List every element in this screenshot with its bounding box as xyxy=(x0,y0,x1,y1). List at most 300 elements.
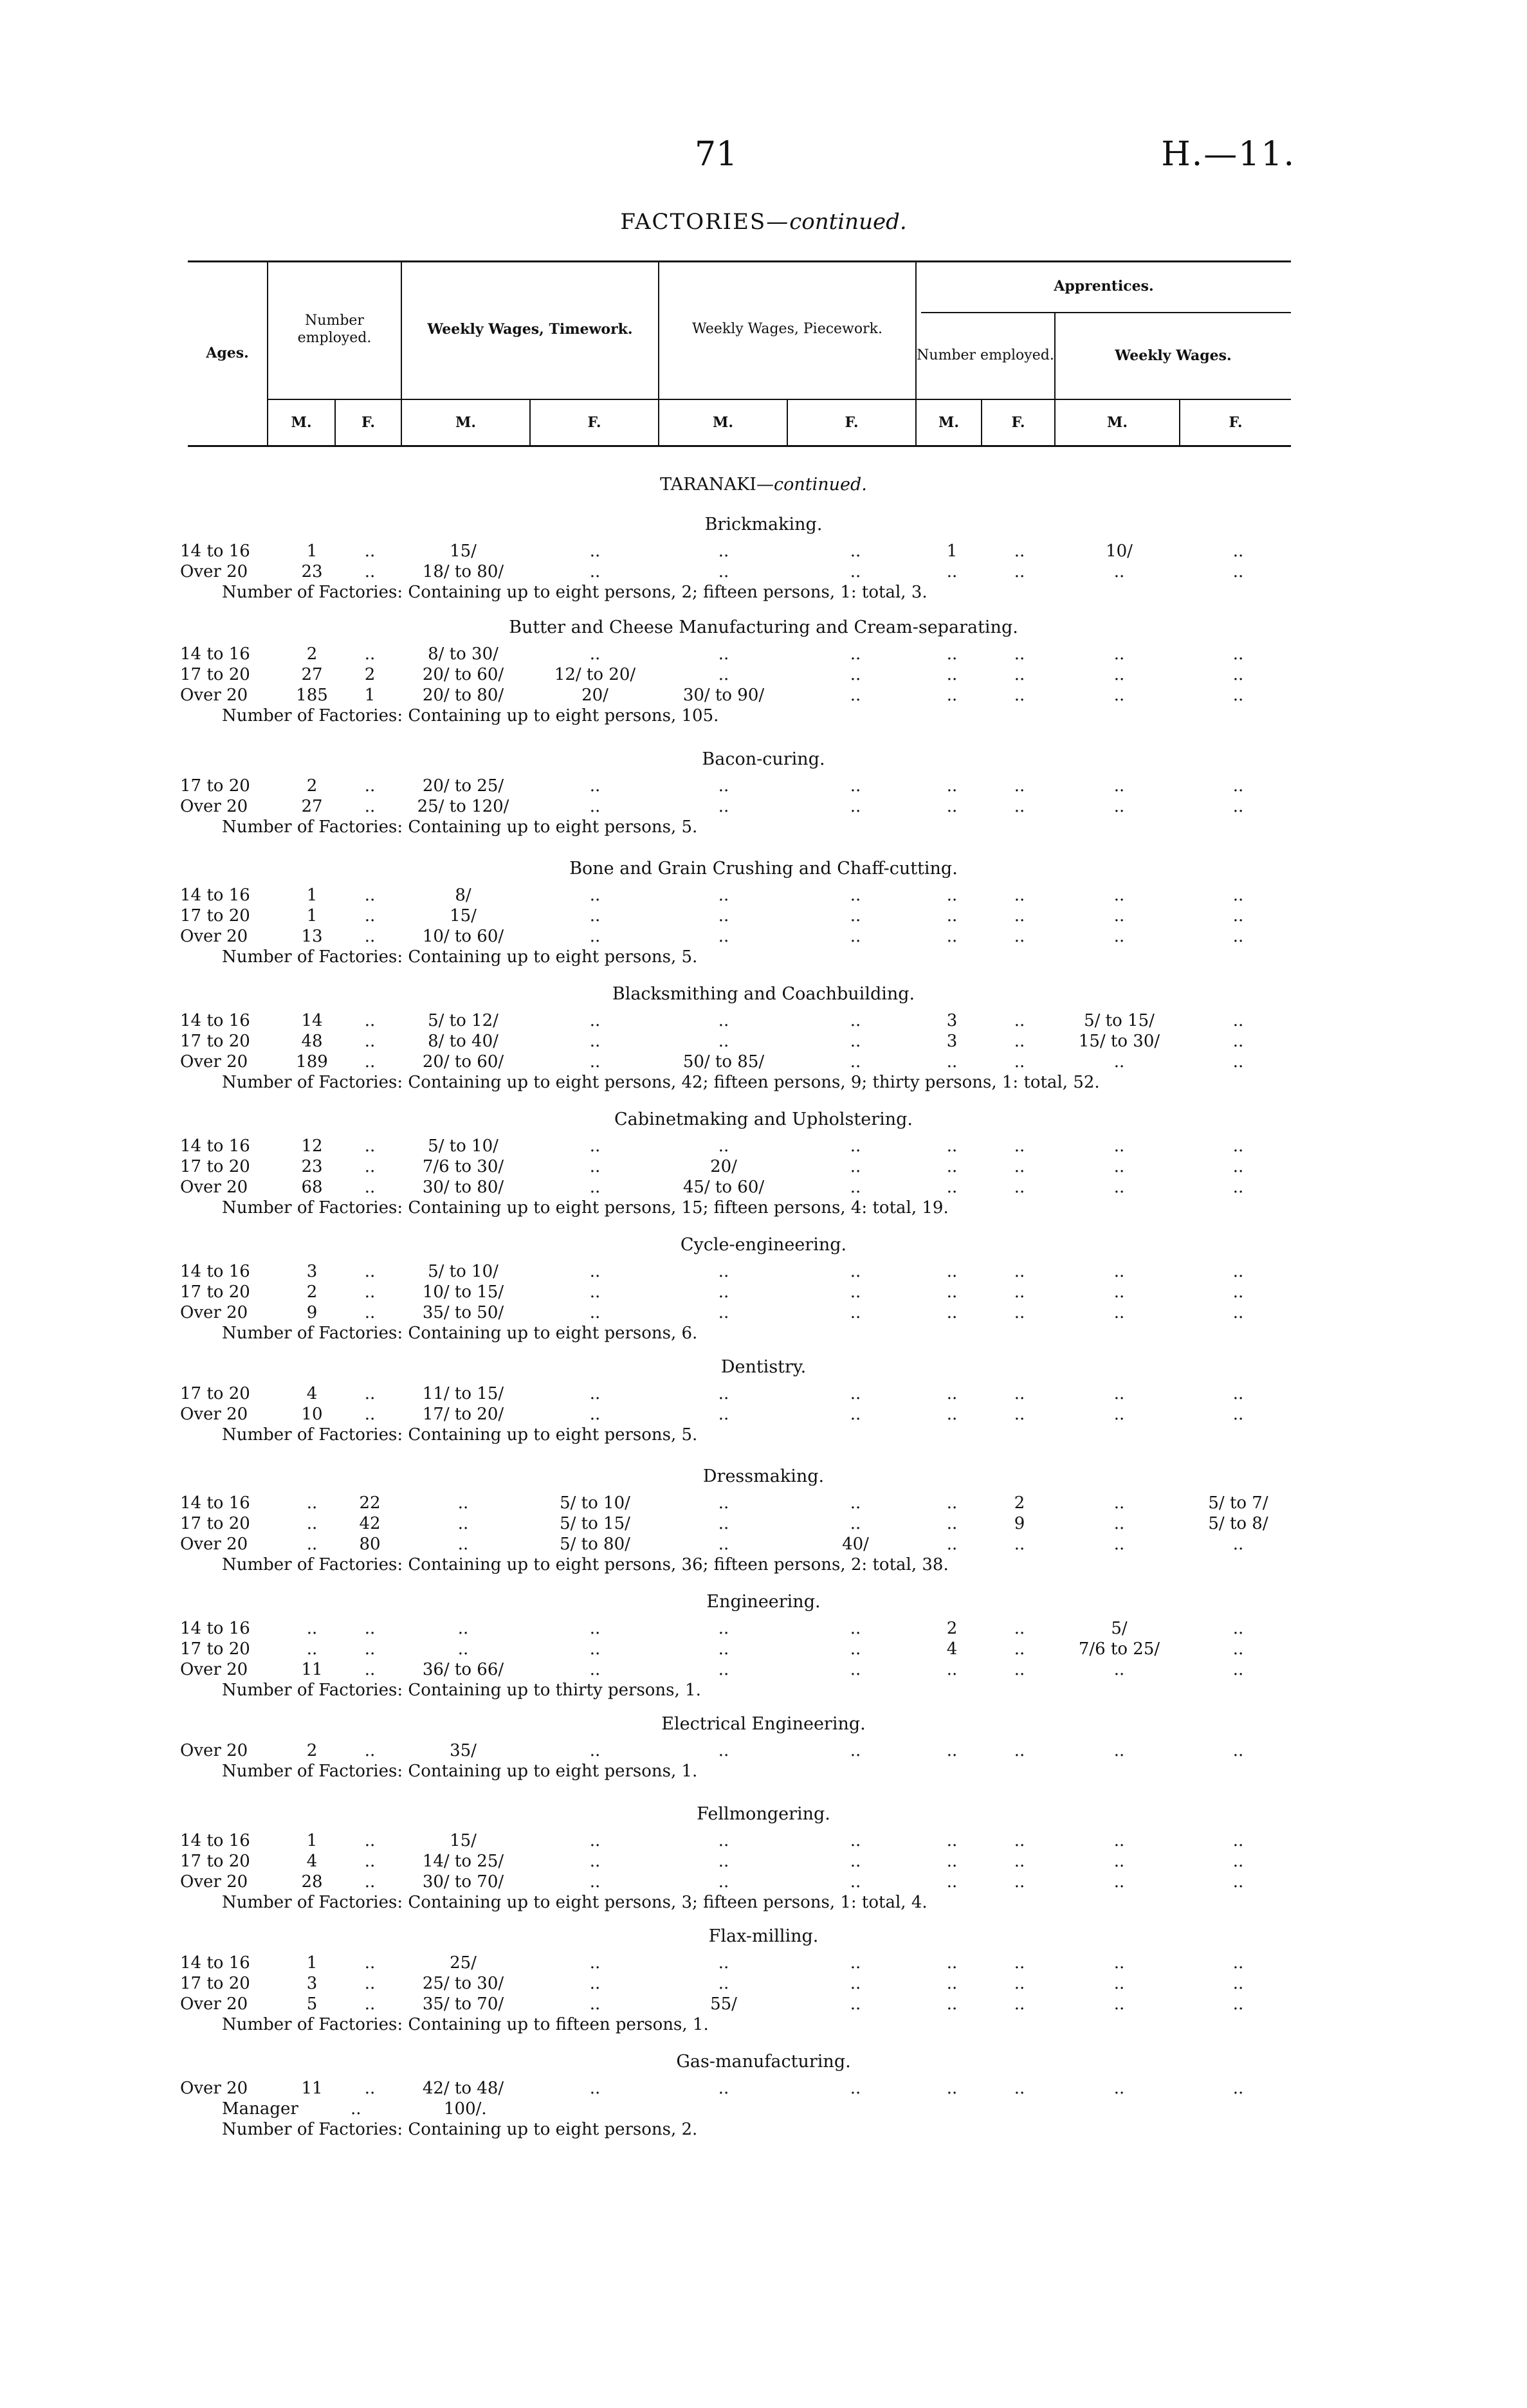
value-cell: .. xyxy=(589,1157,601,1176)
table-row xyxy=(0,562,1527,581)
value-cell: .. xyxy=(589,1660,601,1679)
age-cell: 14 to 16 xyxy=(180,1262,250,1281)
value-cell: .. xyxy=(1014,1953,1025,1973)
table-row xyxy=(0,1660,1527,1679)
value-cell: .. xyxy=(1014,562,1025,581)
value-cell: .. xyxy=(1113,1514,1125,1533)
header-m: M. xyxy=(1106,414,1128,431)
value-cell: 2 xyxy=(306,1741,318,1760)
value-cell: .. xyxy=(946,1660,958,1679)
header-ages: Ages. xyxy=(206,344,249,361)
section-heading: Cycle-engineering. xyxy=(680,1235,847,1255)
factories-note: Number of Factories: Containing up to eight persons, 2. xyxy=(222,2120,698,2139)
factories-note: Number of Factories: Containing up to eight persons, 5. xyxy=(222,817,698,837)
value-cell: .. xyxy=(1232,1384,1244,1403)
table-row xyxy=(0,1303,1527,1322)
value-cell: .. xyxy=(364,1852,376,1871)
value-cell: 35/ xyxy=(450,1741,477,1760)
value-cell: 5/ to 10/ xyxy=(428,1262,498,1281)
table-row xyxy=(0,1741,1527,1760)
value-cell: .. xyxy=(1232,665,1244,684)
value-cell: .. xyxy=(1113,1974,1125,1993)
table-row xyxy=(0,1282,1527,1302)
section-heading: Cabinetmaking and Upholstering. xyxy=(614,1109,913,1129)
value-cell: .. xyxy=(946,886,958,905)
value-cell: 8/ to 40/ xyxy=(428,1032,498,1051)
value-cell: .. xyxy=(850,1262,861,1281)
value-cell: .. xyxy=(946,1405,958,1424)
value-cell: .. xyxy=(1014,1660,1025,1679)
value-cell: 8/ to 30/ xyxy=(428,644,498,664)
age-cell: Over 20 xyxy=(180,686,248,705)
value-cell: .. xyxy=(718,1619,729,1638)
age-cell: Over 20 xyxy=(180,562,248,581)
table-row xyxy=(0,1831,1527,1850)
age-cell: 14 to 16 xyxy=(180,886,250,905)
value-cell: .. xyxy=(850,1619,861,1638)
value-cell: .. xyxy=(718,927,729,946)
value-cell: .. xyxy=(850,665,861,684)
value-cell: .. xyxy=(589,1282,601,1302)
value-cell: .. xyxy=(850,776,861,796)
value-cell: .. xyxy=(1014,927,1025,946)
age-cell: 17 to 20 xyxy=(180,1384,250,1403)
value-cell: 12/ to 20/ xyxy=(554,665,636,684)
value-cell: .. xyxy=(850,686,861,705)
value-cell: .. xyxy=(718,1660,729,1679)
value-cell: .. xyxy=(364,1303,376,1322)
table-row xyxy=(0,1011,1527,1030)
value-cell: .. xyxy=(718,797,729,816)
value-cell: .. xyxy=(718,665,729,684)
age-cell: 17 to 20 xyxy=(180,776,250,796)
value-cell: .. xyxy=(1232,776,1244,796)
value-cell: 14/ to 25/ xyxy=(422,1852,504,1871)
value-cell: .. xyxy=(946,906,958,926)
value-cell: 13 xyxy=(301,927,323,946)
value-cell: .. xyxy=(850,797,861,816)
value-cell: 2 xyxy=(306,776,318,796)
value-cell: .. xyxy=(850,1852,861,1871)
value-cell: .. xyxy=(1232,1974,1244,1993)
table-row xyxy=(0,906,1527,926)
value-cell: 20/ to 80/ xyxy=(422,686,504,705)
value-cell: 7/6 to 30/ xyxy=(422,1157,504,1176)
value-cell: .. xyxy=(1232,1831,1244,1850)
value-cell: .. xyxy=(306,1619,318,1638)
value-cell: .. xyxy=(1232,686,1244,705)
value-cell: 2 xyxy=(946,1619,958,1638)
value-cell: .. xyxy=(850,1052,861,1072)
value-cell: .. xyxy=(1113,1136,1125,1156)
value-cell: .. xyxy=(946,665,958,684)
value-cell: .. xyxy=(718,1493,729,1513)
age-cell: 14 to 16 xyxy=(180,1953,250,1973)
value-cell: 14 xyxy=(301,1011,323,1030)
value-cell: .. xyxy=(1113,1535,1125,1554)
value-cell: 5/ to 12/ xyxy=(428,1011,498,1030)
value-cell: .. xyxy=(946,644,958,664)
value-cell: .. xyxy=(850,1011,861,1030)
value-cell: 2 xyxy=(1014,1493,1025,1513)
value-cell: .. xyxy=(1113,1262,1125,1281)
value-cell: 5/ to 10/ xyxy=(560,1493,630,1513)
age-cell: 14 to 16 xyxy=(180,644,250,664)
value-cell: .. xyxy=(1113,1953,1125,1973)
value-cell: .. xyxy=(1232,797,1244,816)
value-cell: 3 xyxy=(306,1974,318,1993)
value-cell: .. xyxy=(1014,886,1025,905)
value-cell: .. xyxy=(1232,1052,1244,1072)
value-cell: .. xyxy=(718,906,729,926)
value-cell: .. xyxy=(1232,1405,1244,1424)
value-cell: 185 xyxy=(296,686,328,705)
value-cell: .. xyxy=(1113,1493,1125,1513)
value-cell: .. xyxy=(946,1852,958,1871)
value-cell: .. xyxy=(1014,1974,1025,1993)
value-cell: .. xyxy=(1014,1384,1025,1403)
table-header xyxy=(188,260,1291,447)
value-cell: .. xyxy=(364,1831,376,1850)
value-cell: 12 xyxy=(301,1136,323,1156)
value-cell: .. xyxy=(850,886,861,905)
age-cell: 14 to 16 xyxy=(180,1619,250,1638)
value-cell: 50/ to 85/ xyxy=(682,1052,765,1072)
age-cell: 17 to 20 xyxy=(180,665,250,684)
value-cell: 30/ to 80/ xyxy=(422,1178,504,1197)
page-title: FACTORIES—continued. xyxy=(620,209,907,235)
value-cell: .. xyxy=(364,2079,376,2098)
value-cell: .. xyxy=(1232,542,1244,561)
value-cell: .. xyxy=(1014,1032,1025,1051)
table-row xyxy=(0,1514,1527,1533)
value-cell: .. xyxy=(1014,1994,1025,2014)
header-timework: Weekly Wages, Timework. xyxy=(427,321,633,338)
value-cell: .. xyxy=(364,776,376,796)
value-cell: .. xyxy=(946,927,958,946)
value-cell: .. xyxy=(364,797,376,816)
value-cell: .. xyxy=(1113,1852,1125,1871)
value-cell: .. xyxy=(457,1535,469,1554)
value-cell: .. xyxy=(1014,686,1025,705)
value-cell: .. xyxy=(718,562,729,581)
table-row xyxy=(0,927,1527,946)
value-cell: .. xyxy=(1113,1741,1125,1760)
value-cell: .. xyxy=(364,1405,376,1424)
value-cell: .. xyxy=(718,1303,729,1322)
value-cell: .. xyxy=(1113,1660,1125,1679)
table-row xyxy=(0,542,1527,561)
value-cell: 45/ to 60/ xyxy=(682,1178,765,1197)
value-cell: .. xyxy=(364,1282,376,1302)
value-cell: .. xyxy=(1113,665,1125,684)
value-cell: .. xyxy=(1232,1535,1244,1554)
value-cell: 3 xyxy=(946,1032,958,1051)
table-row xyxy=(0,1852,1527,1871)
value-cell: 27 xyxy=(301,797,323,816)
value-cell: .. xyxy=(1014,644,1025,664)
value-cell: .. xyxy=(1113,1384,1125,1403)
value-cell: .. xyxy=(364,1178,376,1197)
value-cell: .. xyxy=(364,1741,376,1760)
value-cell: .. xyxy=(364,1660,376,1679)
header-appr-wages: Weekly Wages. xyxy=(1115,347,1232,365)
value-cell: .. xyxy=(457,1639,469,1659)
value-cell: .. xyxy=(718,1136,729,1156)
value-cell: .. xyxy=(718,1405,729,1424)
table-row xyxy=(0,1619,1527,1638)
value-cell: .. xyxy=(364,542,376,561)
value-cell: .. xyxy=(589,1831,601,1850)
value-cell: .. xyxy=(850,1514,861,1533)
value-cell: .. xyxy=(589,1262,601,1281)
value-cell: 11 xyxy=(301,1660,323,1679)
value-cell: .. xyxy=(1014,776,1025,796)
value-cell: .. xyxy=(589,1303,601,1322)
value-cell: .. xyxy=(946,1514,958,1533)
value-cell: .. xyxy=(364,927,376,946)
value-cell: .. xyxy=(850,1384,861,1403)
value-cell: .. xyxy=(1113,644,1125,664)
factories-note: Number of Factories: Containing up to fifteen persons, 1. xyxy=(222,2015,709,2034)
header-apprentices: Apprentices. xyxy=(1054,277,1154,295)
age-cell: Over 20 xyxy=(180,1303,248,1322)
value-cell: .. xyxy=(718,2079,729,2098)
header-m: M. xyxy=(455,414,476,431)
value-cell: 7/6 to 25/ xyxy=(1078,1639,1160,1659)
table-row xyxy=(0,644,1527,664)
value-cell: .. xyxy=(946,1178,958,1197)
value-cell: .. xyxy=(946,1136,958,1156)
value-cell: .. xyxy=(589,1011,601,1030)
value-cell: .. xyxy=(946,1493,958,1513)
manager-wage: 100/. xyxy=(444,2099,487,2119)
value-cell: .. xyxy=(718,1831,729,1850)
table-row xyxy=(0,886,1527,905)
value-cell: .. xyxy=(1232,1660,1244,1679)
value-cell: 10 xyxy=(301,1405,323,1424)
value-cell: 35/ to 70/ xyxy=(422,1994,504,2014)
value-cell: .. xyxy=(946,1872,958,1892)
value-cell: .. xyxy=(1232,1032,1244,1051)
value-cell: .. xyxy=(850,1136,861,1156)
section-heading: Butter and Cheese Manufacturing and Cream-separating. xyxy=(509,617,1018,637)
value-cell: 42/ to 48/ xyxy=(422,2079,504,2098)
value-cell: .. xyxy=(364,906,376,926)
value-cell: 3 xyxy=(946,1011,958,1030)
age-cell: Over 20 xyxy=(180,927,248,946)
value-cell: .. xyxy=(364,1872,376,1892)
value-cell: .. xyxy=(1232,1178,1244,1197)
table-row xyxy=(0,1405,1527,1424)
factories-note: Number of Factories: Containing up to eight persons, 5. xyxy=(222,947,698,967)
age-cell: 17 to 20 xyxy=(180,1974,250,1993)
value-cell: .. xyxy=(589,1953,601,1973)
value-cell: 4 xyxy=(306,1384,318,1403)
value-cell: .. xyxy=(306,1535,318,1554)
value-cell: .. xyxy=(850,1741,861,1760)
value-cell: 15/ xyxy=(450,1831,477,1850)
value-cell: .. xyxy=(946,686,958,705)
header-appr-number: Number employed. xyxy=(917,347,1054,364)
value-cell: .. xyxy=(850,1303,861,1322)
value-cell: .. xyxy=(364,1994,376,2014)
value-cell: .. xyxy=(850,1493,861,1513)
value-cell: 20/ xyxy=(710,1157,737,1176)
value-cell: 1 xyxy=(306,1953,318,1973)
value-cell: .. xyxy=(1014,1619,1025,1638)
value-cell: .. xyxy=(718,1384,729,1403)
section-heading: Blacksmithing and Coachbuilding. xyxy=(612,984,915,1004)
value-cell: .. xyxy=(364,1157,376,1176)
value-cell: 20/ to 60/ xyxy=(422,1052,504,1072)
value-cell: .. xyxy=(364,1384,376,1403)
value-cell: .. xyxy=(946,1831,958,1850)
table-row xyxy=(0,1032,1527,1051)
value-cell: 15/ to 30/ xyxy=(1078,1032,1160,1051)
table-row xyxy=(0,1052,1527,1072)
value-cell: .. xyxy=(850,1994,861,2014)
value-cell: .. xyxy=(850,1660,861,1679)
header-f: F. xyxy=(845,414,859,431)
value-cell: .. xyxy=(1232,886,1244,905)
value-cell: 20/ to 60/ xyxy=(422,665,504,684)
value-cell: .. xyxy=(1232,1953,1244,1973)
value-cell: .. xyxy=(946,2079,958,2098)
value-cell: 42 xyxy=(359,1514,381,1533)
value-cell: 20/ to 25/ xyxy=(422,776,504,796)
value-cell: .. xyxy=(1014,542,1025,561)
value-cell: 1 xyxy=(306,886,318,905)
value-cell: .. xyxy=(1232,906,1244,926)
value-cell: .. xyxy=(1113,1831,1125,1850)
value-cell: .. xyxy=(589,644,601,664)
value-cell: 1 xyxy=(306,906,318,926)
value-cell: .. xyxy=(1232,1639,1244,1659)
value-cell: .. xyxy=(1232,927,1244,946)
value-cell: .. xyxy=(718,1872,729,1892)
value-cell: .. xyxy=(850,562,861,581)
value-cell: .. xyxy=(1113,906,1125,926)
header-m: M. xyxy=(938,414,959,431)
value-cell: .. xyxy=(1113,797,1125,816)
age-cell: Over 20 xyxy=(180,1535,248,1554)
header-f: F. xyxy=(1229,414,1243,431)
header-m: M. xyxy=(291,414,312,431)
value-cell: 1 xyxy=(364,686,376,705)
age-cell: 14 to 16 xyxy=(180,1011,250,1030)
value-cell: .. xyxy=(306,1514,318,1533)
value-cell: .. xyxy=(718,1011,729,1030)
value-cell: .. xyxy=(1014,1157,1025,1176)
header-piecework: Weekly Wages, Piecework. xyxy=(692,321,882,338)
age-cell: Over 20 xyxy=(180,1405,248,1424)
value-cell: .. xyxy=(850,1872,861,1892)
value-cell: 1 xyxy=(946,542,958,561)
value-cell: .. xyxy=(1113,1282,1125,1302)
table-row xyxy=(0,1639,1527,1659)
value-cell: .. xyxy=(850,1178,861,1197)
value-cell: .. xyxy=(946,562,958,581)
factories-note: Number of Factories: Containing up to eight persons, 5. xyxy=(222,1425,698,1445)
table-row xyxy=(0,1136,1527,1156)
value-cell: .. xyxy=(1014,2079,1025,2098)
value-cell: 17/ to 20/ xyxy=(422,1405,504,1424)
value-cell: .. xyxy=(364,1011,376,1030)
value-cell: .. xyxy=(946,1262,958,1281)
value-cell: 25/ xyxy=(450,1953,477,1973)
age-cell: 14 to 16 xyxy=(180,1831,250,1850)
table-row xyxy=(0,1157,1527,1176)
section-heading: Bacon-curing. xyxy=(702,749,825,769)
factories-note: Number of Factories: Containing up to eight persons, 6. xyxy=(222,1324,698,1343)
value-cell: .. xyxy=(1113,1303,1125,1322)
value-cell: .. xyxy=(1232,1011,1244,1030)
age-cell: 17 to 20 xyxy=(180,1852,250,1871)
value-cell: .. xyxy=(1113,1405,1125,1424)
value-cell: .. xyxy=(589,797,601,816)
table-row xyxy=(0,1872,1527,1892)
value-cell: .. xyxy=(1232,562,1244,581)
value-cell: .. xyxy=(850,1953,861,1973)
table-row xyxy=(0,1384,1527,1403)
value-cell: 11/ to 15/ xyxy=(422,1384,504,1403)
value-cell: .. xyxy=(589,1852,601,1871)
value-cell: .. xyxy=(364,644,376,664)
value-cell: .. xyxy=(589,1136,601,1156)
page-number: 71 xyxy=(695,135,738,174)
value-cell: 25/ to 120/ xyxy=(417,797,509,816)
value-cell: .. xyxy=(1232,1872,1244,1892)
value-cell: .. xyxy=(718,542,729,561)
value-cell: .. xyxy=(718,1639,729,1659)
value-cell: .. xyxy=(457,1619,469,1638)
value-cell: .. xyxy=(1113,1052,1125,1072)
value-cell: .. xyxy=(364,1619,376,1638)
value-cell: .. xyxy=(850,2079,861,2098)
value-cell: .. xyxy=(364,562,376,581)
value-cell: .. xyxy=(1113,927,1125,946)
table-row xyxy=(0,797,1527,816)
value-cell: .. xyxy=(1113,562,1125,581)
value-cell: .. xyxy=(1014,1136,1025,1156)
age-cell: Over 20 xyxy=(180,1178,248,1197)
value-cell: 5/ to 7/ xyxy=(1208,1493,1268,1513)
value-cell: .. xyxy=(718,1535,729,1554)
value-cell: .. xyxy=(364,886,376,905)
value-cell: 18/ to 80/ xyxy=(422,562,504,581)
value-cell: 30/ to 70/ xyxy=(422,1872,504,1892)
value-cell: .. xyxy=(1014,1852,1025,1871)
age-cell: 17 to 20 xyxy=(180,1032,250,1051)
factories-note: Number of Factories: Containing up to eight persons, 3; fifteen persons, 1: total, 4. xyxy=(222,1893,928,1912)
value-cell: .. xyxy=(589,1052,601,1072)
value-cell: .. xyxy=(946,776,958,796)
value-cell: .. xyxy=(1232,1303,1244,1322)
value-cell: 30/ to 90/ xyxy=(682,686,765,705)
value-cell: 8/ xyxy=(455,886,471,905)
table-row xyxy=(0,1974,1527,1993)
value-cell: .. xyxy=(946,1303,958,1322)
section-heading: Brickmaking. xyxy=(704,515,823,534)
value-cell: .. xyxy=(1014,1405,1025,1424)
table-row xyxy=(0,1493,1527,1513)
factories-note: Number of Factories: Containing up to thirty persons, 1. xyxy=(222,1681,701,1700)
value-cell: .. xyxy=(1113,1994,1125,2014)
age-cell: 17 to 20 xyxy=(180,1157,250,1176)
value-cell: 3 xyxy=(306,1262,318,1281)
header-m: M. xyxy=(712,414,733,431)
